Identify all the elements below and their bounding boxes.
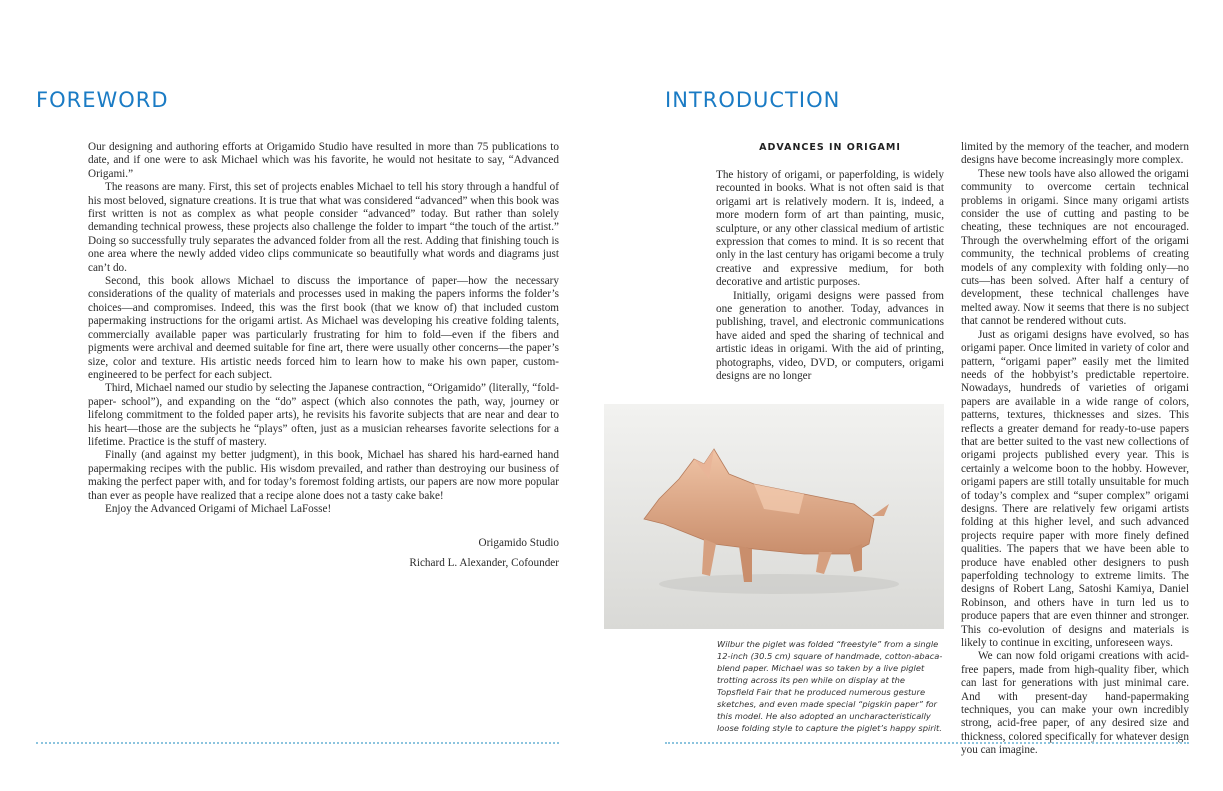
signature-studio: Origamido Studio [478, 537, 559, 550]
foreword-title: FOREWORD [36, 88, 169, 112]
paragraph: We can now fold origami creations with acid-free papers, made from high-quality fiber, which can last for generations with just minimal care. And with present-day hand-papermaking techniques, you can make your own incredibly strong, acid-free paper, of any desired size and thickness, colored specifically for whatever design you can imagine. [961, 650, 1189, 757]
paragraph: Our designing and authoring efforts at Origamido Studio have resulted in more than 75 publications to date, and if one were to ask Michael which was his favorite, he would not hesitate to say, “Advanced Origami.” [88, 141, 559, 180]
paragraph: Finally (and against my better judgment), in this book, Michael has shared his hard-earned hand papermaking recipes with the public. His wisdom prevailed, and rather than destroying our business of making the perfect paper with, and for today’s foremost folding artists, our papers are now more popular than ever as people have realized that a recipe alone does not a tasty cake bake! [88, 449, 559, 502]
paragraph: Initially, origami designs were passed from one generation to another. Today, advances in publishing, travel, and electronic communications have aided and sped the sharing of technical and artistic ideas in origami. With the aid of printing, photographs, video, DVD, or computers, origami designs are no longer [716, 289, 944, 383]
dotted-rule-left [36, 742, 559, 744]
dotted-rule-right [665, 742, 1189, 744]
paragraph: The reasons are many. First, this set of projects enables Michael to tell his story through a handful of his most beloved, signature creations. It is true that what was considered “advanced” when this book was first written is not as complex as what people consider “advanced” today. But rather than solely demanding technical prowess, these projects also challenge the folder to impart “the touch of the artist.” Doing so successfully truly separates the advanced folder from all the rest. Adding that finishing touch is one area where the newly added video clips communicate so beautifully what words and diagrams just can’t do. [88, 181, 559, 274]
paragraph: Enjoy the Advanced Origami of Michael LaFosse! [105, 502, 332, 515]
paragraph: The history of origami, or paperfolding, is widely recounted in books. What is not often said is that origami art is relatively modern. It is, indeed, a more modern form of art than painting, music, sculpture, or any other classical medium of artistic expression that comes to mind. It is so recent that only in the last century has origami become a truly creative and expressive medium, for both decorative and artistic purposes. [716, 169, 944, 289]
paragraph: These new tools have also allowed the origami community to overcome certain technical problems in origami. Since many origami artists consider the use of cutting and pasting to be cheating, these techniques are not encouraged. Through the overwhelming effort of the origami community, the technical problems of creating models of any complexity with folding only—no cuts—has been solved. After half a century of development, these technical challenges have melted away. Now it seems that there is no subject that cannot be rendered without cuts. [961, 167, 1189, 328]
paragraph: Second, this book allows Michael to discuss the importance of paper—how the necessary considerations of the quality of materials and processes used in making the papers informs the folder’s choices—and compromises. Indeed, this was the first book (that we know of) that included custom papermaking instructions for the origami artist. As Michael was developing his creative folding talents, commercially available paper was particularly frustrating for him to fold—even if the fibers and pigments were archival and deemed suitable for fine art, there were usually other concerns—the paper’s size, color and texture. His artistic needs forced him to learn how to make his own paper, custom-engineered to be perfect for each subject. [88, 275, 559, 381]
origami-pig-photo [604, 404, 944, 629]
intro-column-2 [961, 141, 1189, 758]
section-subheading: ADVANCES IN ORIGAMI [759, 142, 901, 153]
intro-column-1 [716, 141, 944, 384]
foreword-body [88, 141, 559, 573]
paragraph: limited by the memory of the teacher, and modern designs have become increasingly more complex. [961, 141, 1189, 167]
introduction-title: INTRODUCTION [665, 88, 841, 112]
paragraph: Just as origami designs have evolved, so has origami paper. Once limited in variety of color and pattern, “origami paper” easily met the limited needs of the hobbyist’s predictable repertoire. Nowadays, hundreds of varieties of origami papers are available in a wide range of colors, patterns, textures, thicknesses and sizes. This reflects a greater demand for ready-to-use papers that are better suited to the vast new collections of origami projects published every year. This is certainly a welcome boon to the hobby. However, origami papers are still totally unsuitable for much of today’s complex and “super complex” origami designs. There are relatively few origami artists folding at this higher level, and such advanced projects require paper with more finely defined qualities. The papers that we have been able to produce have enabled other designers to push paperfolding technology to extreme limits. The designs of Robert Lang, Satoshi Kamiya, Daniel Robinson, and others have in turn led us to produce papers that are even thinner and stronger. This co-evolution of designs and materials is likely to continue in exciting, unforeseen ways. [961, 328, 1189, 650]
paragraph: Third, Michael named our studio by selecting the Japanese contraction, “Origamido” (literally, “fold-paper- school”), and expanding on the “do” aspect (which also connotes the path, way, journey or lifelong commitment to the folded paper arts), he revisits his favorite subjects that are near and dear to his heart—those are the subjects he “plays” often, just as a musician rehearses favorite selections for a lifetime. Practice is the stuff of mastery. [88, 382, 559, 448]
photo-caption: Wilbur the piglet was folded “freestyle” from a single 12-inch (30.5 cm) square of handmade, cotton-abaca-blend paper. Michael was so taken by a live piglet trotting across its pen while on display at the Topsfield Fair that he produced numerous gesture sketches, and even made special “pigskin paper” for this model. He also adopted an uncharacteristically loose folding style to capture the piglet’s happy spirit. [717, 639, 943, 733]
signature-name: Richard L. Alexander, Cofounder [409, 557, 559, 570]
